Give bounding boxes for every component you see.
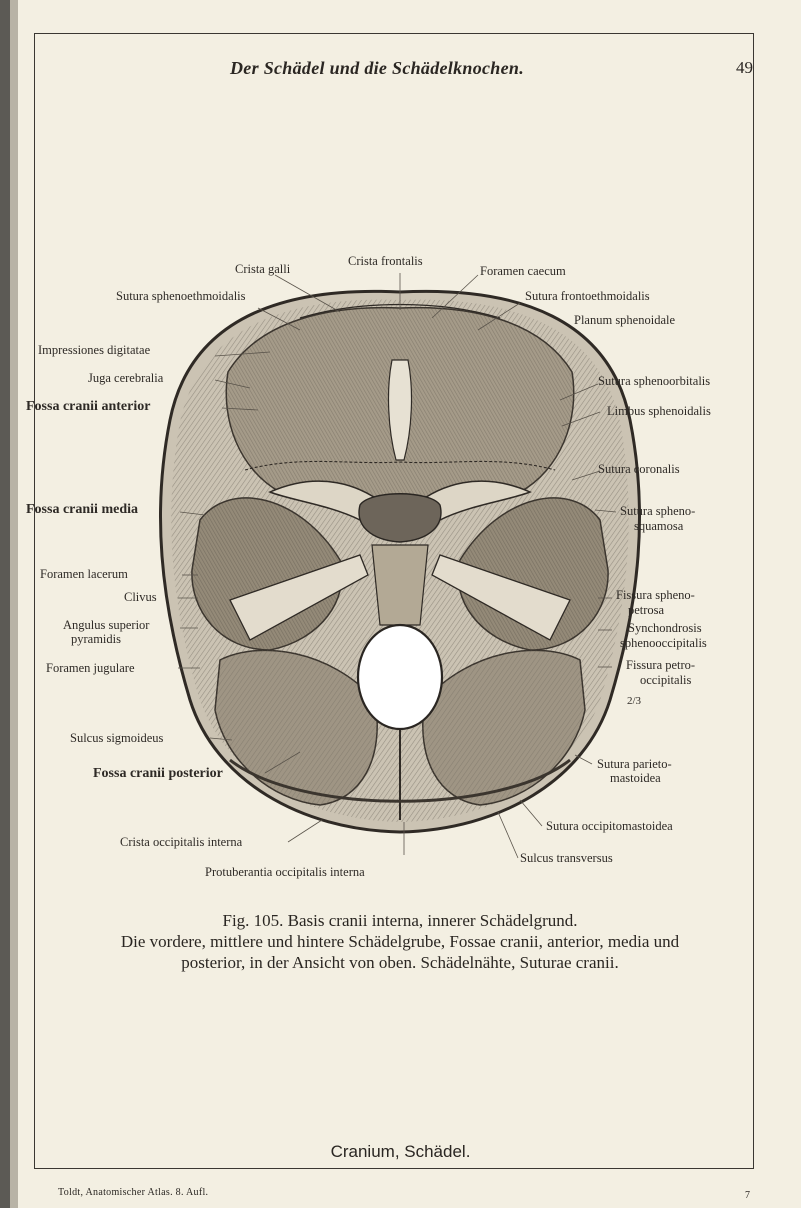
label-angulus-superior-2: pyramidis (71, 632, 121, 646)
label-sulcus-sigmoideus: Sulcus sigmoideus (70, 731, 164, 745)
label-sutura-spheno-squamosa-2: squamosa (634, 519, 684, 533)
label-sutura-coronalis: Sutura coronalis (598, 462, 680, 476)
label-planum-sphenoidale: Planum sphenoidale (574, 313, 676, 327)
label-foramen-jugulare: Foramen jugulare (46, 661, 135, 675)
label-sutura-parietomastoidea-1: Sutura parieto- (597, 757, 672, 771)
label-sutura-frontoethmoidalis: Sutura frontoethmoidalis (525, 289, 650, 303)
label-sutura-sphenoorbitalis: Sutura sphenoorbitalis (598, 374, 711, 388)
label-fissura-petrooccipitalis-2: occipitalis (640, 673, 692, 687)
footer-signature: 7 (745, 1190, 750, 1201)
label-synchondrosis-2: sphenooccipitalis (620, 636, 707, 650)
label-synchondrosis-1: Synchondrosis (628, 621, 702, 635)
figure-caption-line-1: Fig. 105. Basis cranii interna, innerer Schädelgrund. (222, 911, 578, 930)
label-juga-cerebralia: Juga cerebralia (88, 371, 164, 385)
label-foramen-caecum: Foramen caecum (480, 264, 566, 278)
label-limbus-sphenoidalis: Limbus sphenoidalis (607, 404, 711, 418)
label-crista-occipitalis-interna: Crista occipitalis interna (120, 835, 243, 849)
footer-publication: Toldt, Anatomischer Atlas. 8. Aufl. (58, 1187, 209, 1198)
label-impressiones-digitatae: Impressiones digitatae (38, 343, 151, 357)
figure-caption-line-2: Die vordere, mittlere und hintere Schädelgrube, Fossae cranii, anterior, media und (120, 932, 680, 951)
label-fossa-cranii-media: Fossa cranii media (26, 502, 138, 517)
label-fissura-petrooccipitalis-1: Fissura petro- (626, 658, 696, 672)
label-clivus: Clivus (124, 590, 157, 604)
page-number: 49 (736, 58, 753, 77)
label-sutura-spheno-squamosa-1: Sutura spheno- (620, 504, 696, 518)
label-fossa-cranii-posterior: Fossa cranii posterior (93, 766, 223, 781)
figure-caption-line-3: posterior, in der Ansicht von oben. Schädelnähte, Suturae cranii. (181, 953, 619, 972)
clivus (372, 545, 428, 625)
label-sulcus-transversus: Sulcus transversus (520, 851, 613, 865)
label-angulus-superior-1: Angulus superior (63, 618, 150, 632)
label-crista-frontalis: Crista frontalis (348, 254, 423, 268)
label-fossa-cranii-anterior: Fossa cranii anterior (26, 399, 151, 414)
label-fissura-sphenopetrosa-2: petrosa (628, 603, 665, 617)
series-title: Cranium, Schädel. (330, 1142, 471, 1161)
foramen-magnum (358, 625, 442, 729)
label-fissura-sphenopetrosa-1: Fissura spheno- (616, 588, 695, 602)
running-head: Der Schädel und die Schädelknochen. (230, 58, 525, 78)
label-sutura-sphenoethmoidalis: Sutura sphenoethmoidalis (116, 289, 246, 303)
label-sutura-parietomastoidea-2: mastoidea (610, 771, 661, 785)
label-foramen-lacerum: Foramen lacerum (40, 567, 128, 581)
label-scale: 2/3 (627, 695, 642, 707)
label-sutura-occipitomastoidea: Sutura occipitomastoidea (546, 819, 673, 833)
label-protuberantia-occipitalis-interna: Protuberantia occipitalis interna (205, 865, 365, 879)
label-crista-galli: Crista galli (235, 262, 291, 276)
